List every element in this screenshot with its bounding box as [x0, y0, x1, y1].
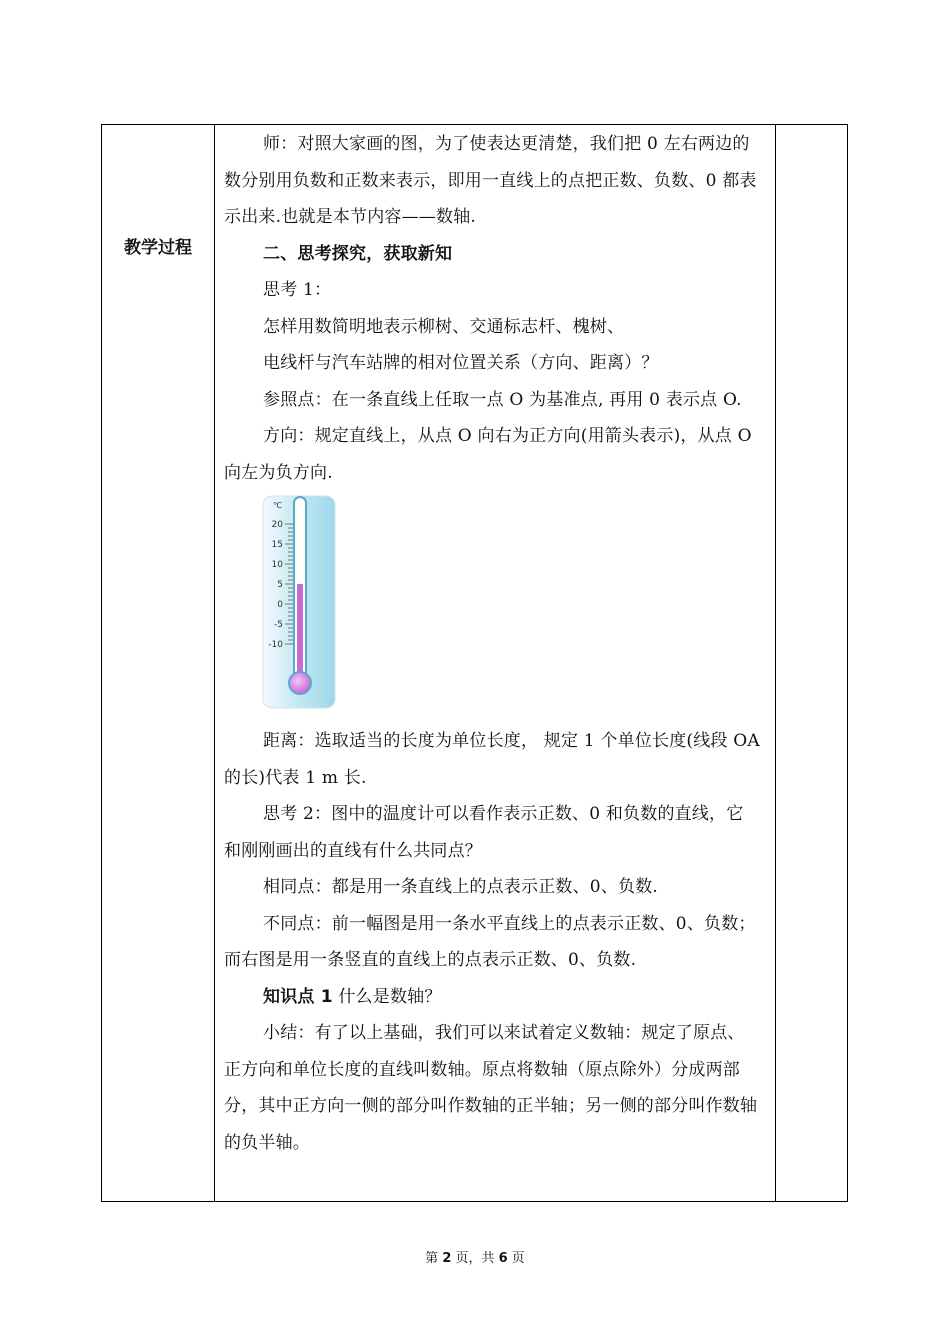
paragraph: 思考 1： [263, 280, 332, 300]
paragraph: 电线杆与汽车站牌的相对位置关系（方向、距离）？ [263, 353, 659, 373]
page-total: 6 [498, 1251, 508, 1266]
paragraph: 距离：选取适当的长度为单位长度， 规定 1 个单位长度(线段 OA 的长)代表 1 m 长. [224, 731, 760, 788]
paragraph: 思考 2：图中的温度计可以看作表示正数、0 和负数的直线，它和刚刚画出的直线有什么共同点？ [224, 804, 744, 861]
thermometer-bulb [289, 672, 311, 694]
section-heading: 二、思考探究，获取新知 [263, 243, 453, 264]
paragraph: 怎样用数简明地表示柳树、交通标志杆、槐树、 [263, 316, 625, 337]
lesson-table [101, 124, 848, 1202]
knowledge-point [224, 979, 760, 1016]
paragraph: 师：对照大家画的图，为了使表达更清楚，我们把 0 左右两边的数分别用负数和正数来表示，即用一直线上的点把正数、负数、0 都表示出来.也就是本节内容——数轴. [224, 134, 757, 227]
knowledge-point-label: 知识点 1 [263, 986, 333, 1007]
tick-label: 5 [277, 580, 283, 590]
tick-label: -5 [274, 620, 283, 630]
paragraph: 不同点：前一幅图是用一条水平直线上的点表示正数、0、负数；而右图是用一条竖直的直线上的点表示正数、0、负数. [224, 913, 756, 970]
page-footer [0, 1247, 950, 1266]
footer-mid: 页，共 [451, 1251, 499, 1266]
page-number: 2 [442, 1251, 452, 1266]
tick-label: 20 [271, 520, 283, 530]
paragraph: 参照点：在一条直线上任取一点 O 为基准点, 再用 0 表示点 O. [263, 389, 742, 410]
thermometer-liquid [297, 584, 303, 685]
knowledge-point-text: 什么是数轴？ [332, 986, 442, 1007]
thermometer-figure [262, 495, 336, 709]
paragraph: 方向：规定直线上，从点 O 向右为正方向(用箭头表示)，从点 O 向左为负方向. [224, 426, 752, 483]
tick-label: 10 [271, 560, 283, 570]
column-divider [775, 125, 776, 1201]
column-divider [214, 125, 215, 1201]
thermometer-svg [262, 495, 336, 709]
tick-label: -10 [268, 640, 283, 650]
footer-prefix: 第 [425, 1251, 443, 1266]
tick-label: 15 [271, 540, 283, 550]
row-label: 教学过程 [124, 238, 192, 258]
content-cell [224, 125, 760, 1161]
paragraph: 相同点：都是用一条直线上的点表示正数、0、负数. [263, 877, 659, 897]
unit-label: ℃ [273, 501, 282, 510]
footer-suffix: 页 [507, 1251, 525, 1266]
paragraph: 小结：有了以上基础，我们可以来试着定义数轴：规定了原点、正方向和单位长度的直线叫数轴。原点将数轴（原点除外）分成两部分，其中正方向一侧的部分叫作数轴的正半轴；另一侧的部分叫作数轴的负半轴。 [224, 1023, 758, 1153]
tick-label: 0 [277, 600, 283, 610]
